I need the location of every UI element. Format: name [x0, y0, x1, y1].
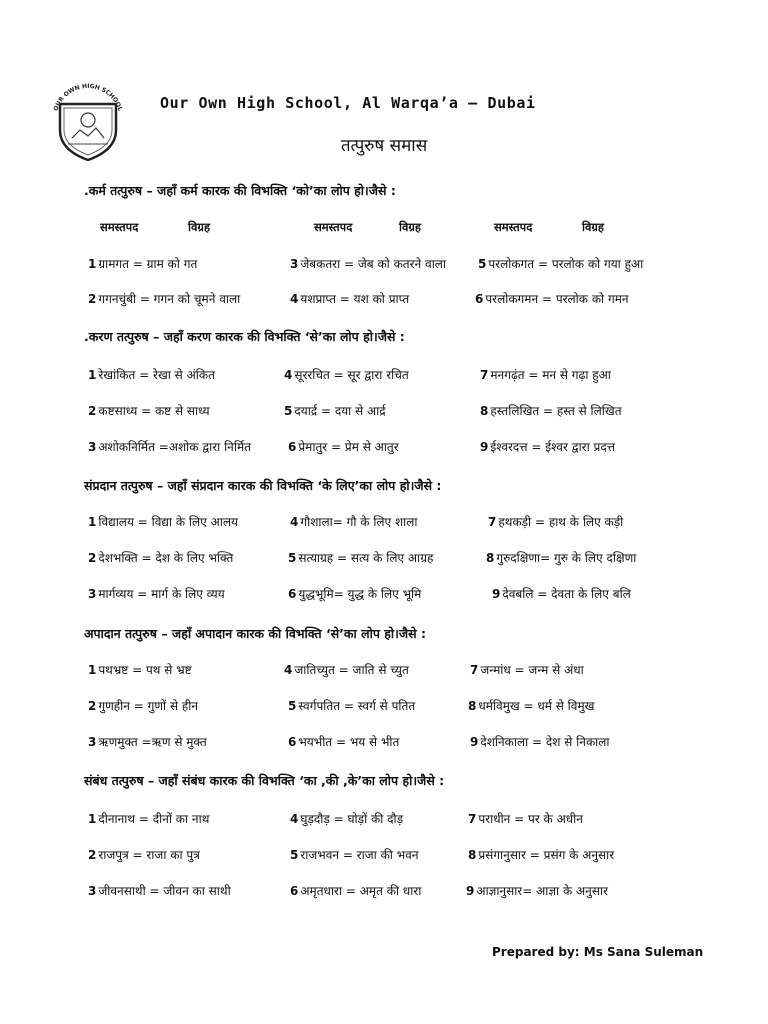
example-item: 4 सूररचित = सूर द्वारा रचित: [284, 368, 409, 382]
example-item: 4 घुड़दौड़ = घोड़ों की दौड़: [290, 812, 404, 826]
example-item: 3 मार्गव्यय = मार्ग के लिए व्यय: [88, 587, 225, 601]
column-header: समस्तपद: [314, 220, 353, 234]
example-item: 1 पथभ्रष्ट = पथ से भ्रष्ट: [88, 663, 192, 677]
example-item: 4 गौशाला= गौ के लिए शाला: [290, 515, 418, 529]
example-item: 6 युद्धभूमि= युद्ध के लिए भूमि: [288, 587, 422, 601]
example-item: 5 परलोकगत = परलोक को गया हुआ: [478, 257, 644, 271]
example-item: 7 मनगढ़ंत = मन से गढ़ा हुआ: [480, 368, 611, 382]
section-heading: .करण तत्पुरुष – जहाँ करण कारक की विभक्ति ‘से’का लोप हो।जैसे :: [84, 329, 405, 344]
column-header: समस्तपद: [100, 220, 139, 234]
section-heading: संप्रदान तत्पुरुष – जहाँ संप्रदान कारक की विभक्ति ‘के लिए’का लोप हो।जैसे :: [84, 478, 442, 493]
example-item: 9 आज्ञानुसार= आज्ञा के अनुसार: [466, 884, 608, 898]
section-heading: संबंध तत्पुरुष – जहाँ संबंध कारक की विभक्ति ‘का ,की ,के’का लोप हो।जैसे :: [84, 773, 445, 788]
section-heading: अपादान तत्पुरुष – जहाँ अपादान कारक की विभक्ति ‘से’का लोप हो।जैसे :: [84, 626, 426, 641]
example-item: 8 प्रसंगानुसार = प्रसंग के अनुसार: [468, 848, 615, 862]
example-item: 6 परलोकगमन = परलोक को गमन: [475, 292, 629, 306]
example-item: 9 देवबलि = देवता के लिए बलि: [492, 587, 631, 601]
example-item: 2 गगनचुंबी = गगन को चूमने वाला: [88, 292, 241, 306]
example-item: 3 अशोकनिर्मित =अशोक द्वारा निर्मित: [88, 440, 251, 454]
example-item: 9 देशनिकाला = देश से निकाला: [470, 735, 610, 749]
column-header: विग्रह: [188, 220, 210, 234]
example-item: 5 राजभवन = राजा की भवन: [290, 848, 419, 862]
section-heading: .कर्म तत्पुरुष – जहाँ कर्म कारक की विभक्ति ‘को’का लोप हो।जैसे :: [84, 183, 396, 198]
example-item: 2 राजपुत्र = राजा का पुत्र: [88, 848, 200, 862]
logo-arc-text: OUR OWN HIGH SCHOOL: [52, 82, 124, 112]
example-item: 7 जन्मांध = जन्म से अंधा: [470, 663, 584, 677]
example-item: 5 स्वर्गपतित = स्वर्ग से पतित: [288, 699, 416, 713]
example-item: 1 ग्रामगत = ग्राम को गत: [88, 257, 198, 271]
example-item: 6 भयभीत = भय से भीत: [288, 735, 400, 749]
example-item: 7 पराधीन = पर के अधीन: [468, 812, 583, 826]
page-title: तत्पुरुष समास: [340, 136, 428, 156]
example-item: 6 प्रेमातुर = प्रेम से आतुर: [288, 440, 399, 454]
example-item: 2 गुणहीन = गुणों से हीन: [88, 699, 199, 713]
example-item: 1 विद्यालय = विद्या के लिए आलय: [88, 515, 238, 529]
example-item: 2 देशभक्ति = देश के लिए भक्ति: [88, 551, 234, 565]
example-item: 3 जेबकतरा = जेब को कतरने वाला: [290, 257, 447, 271]
example-item: 9 ईश्वरदत्त = ईश्वर द्वारा प्रदत्त: [480, 440, 615, 454]
column-header: समस्तपद: [494, 220, 533, 234]
example-item: 8 हस्तलिखित = हस्त से लिखित: [480, 404, 622, 418]
example-item: 3 जीवनसाथी = जीवन का साथी: [88, 884, 231, 898]
example-item: 3 ऋणमुक्त =ऋण से मुक्त: [88, 735, 207, 749]
example-item: 4 जातिच्युत = जाति से च्युत: [284, 663, 409, 677]
example-item: 8 गुरुदक्षिणा= गुरु के लिए दक्षिणा: [486, 551, 637, 565]
example-item: 5 दयार्द्र = दया से आर्द्र: [284, 404, 386, 418]
example-item: 2 कष्टसाध्य = कष्ट से साध्य: [88, 404, 210, 418]
school-name: Our Own High School, Al Warqa’a – Dubai: [160, 94, 536, 112]
example-item: 5 सत्याग्रह = सत्य के लिए आग्रह: [288, 551, 434, 565]
example-item: 8 धर्मविमुख = धर्म से विमुख: [468, 699, 595, 713]
example-item: 7 हथकड़ी = हाथ के लिए कड़ी: [488, 515, 624, 529]
example-item: 1 दीनानाथ = दीनों का नाथ: [88, 812, 210, 826]
example-item: 4 यशप्राप्त = यश को प्राप्त: [290, 292, 410, 306]
column-header: विग्रह: [399, 220, 421, 234]
column-header: विग्रह: [582, 220, 604, 234]
example-item: 6 अमृतधारा = अमृत की धारा: [290, 884, 422, 898]
example-item: 1 रेखांकित = रेखा से अंकित: [88, 368, 215, 382]
prepared-by: Prepared by: Ms Sana Suleman: [492, 945, 704, 959]
